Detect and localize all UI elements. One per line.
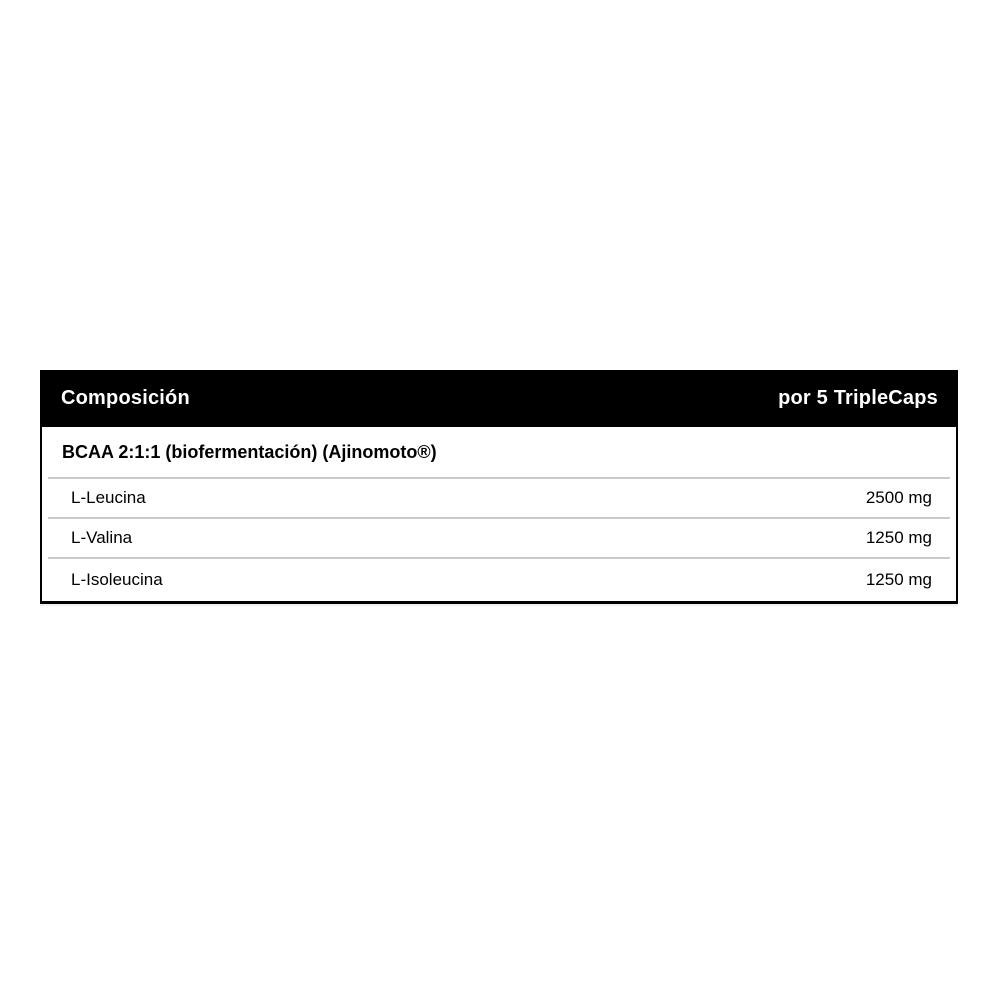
composition-table [40,370,958,604]
ingredient-name: L-Leucina [71,488,146,507]
group-header-label: BCAA 2:1:1 (biofermentación) (Ajinomoto®) [62,441,437,462]
table-title: Composición [61,387,190,409]
ingredient-amount: 1250 mg [865,570,932,589]
composition-table-body [40,427,958,604]
table-row [48,477,950,517]
group-header-row [48,427,950,477]
table-row [48,557,950,601]
ingredient-name: L-Valina [71,528,133,547]
ingredient-amount: 1250 mg [865,528,932,547]
table-row [48,517,950,557]
ingredient-amount: 2500 mg [865,488,932,507]
composition-table-header [40,370,958,427]
serving-size-label: por 5 TripleCaps [778,387,938,409]
ingredient-name: L-Isoleucina [71,570,163,589]
